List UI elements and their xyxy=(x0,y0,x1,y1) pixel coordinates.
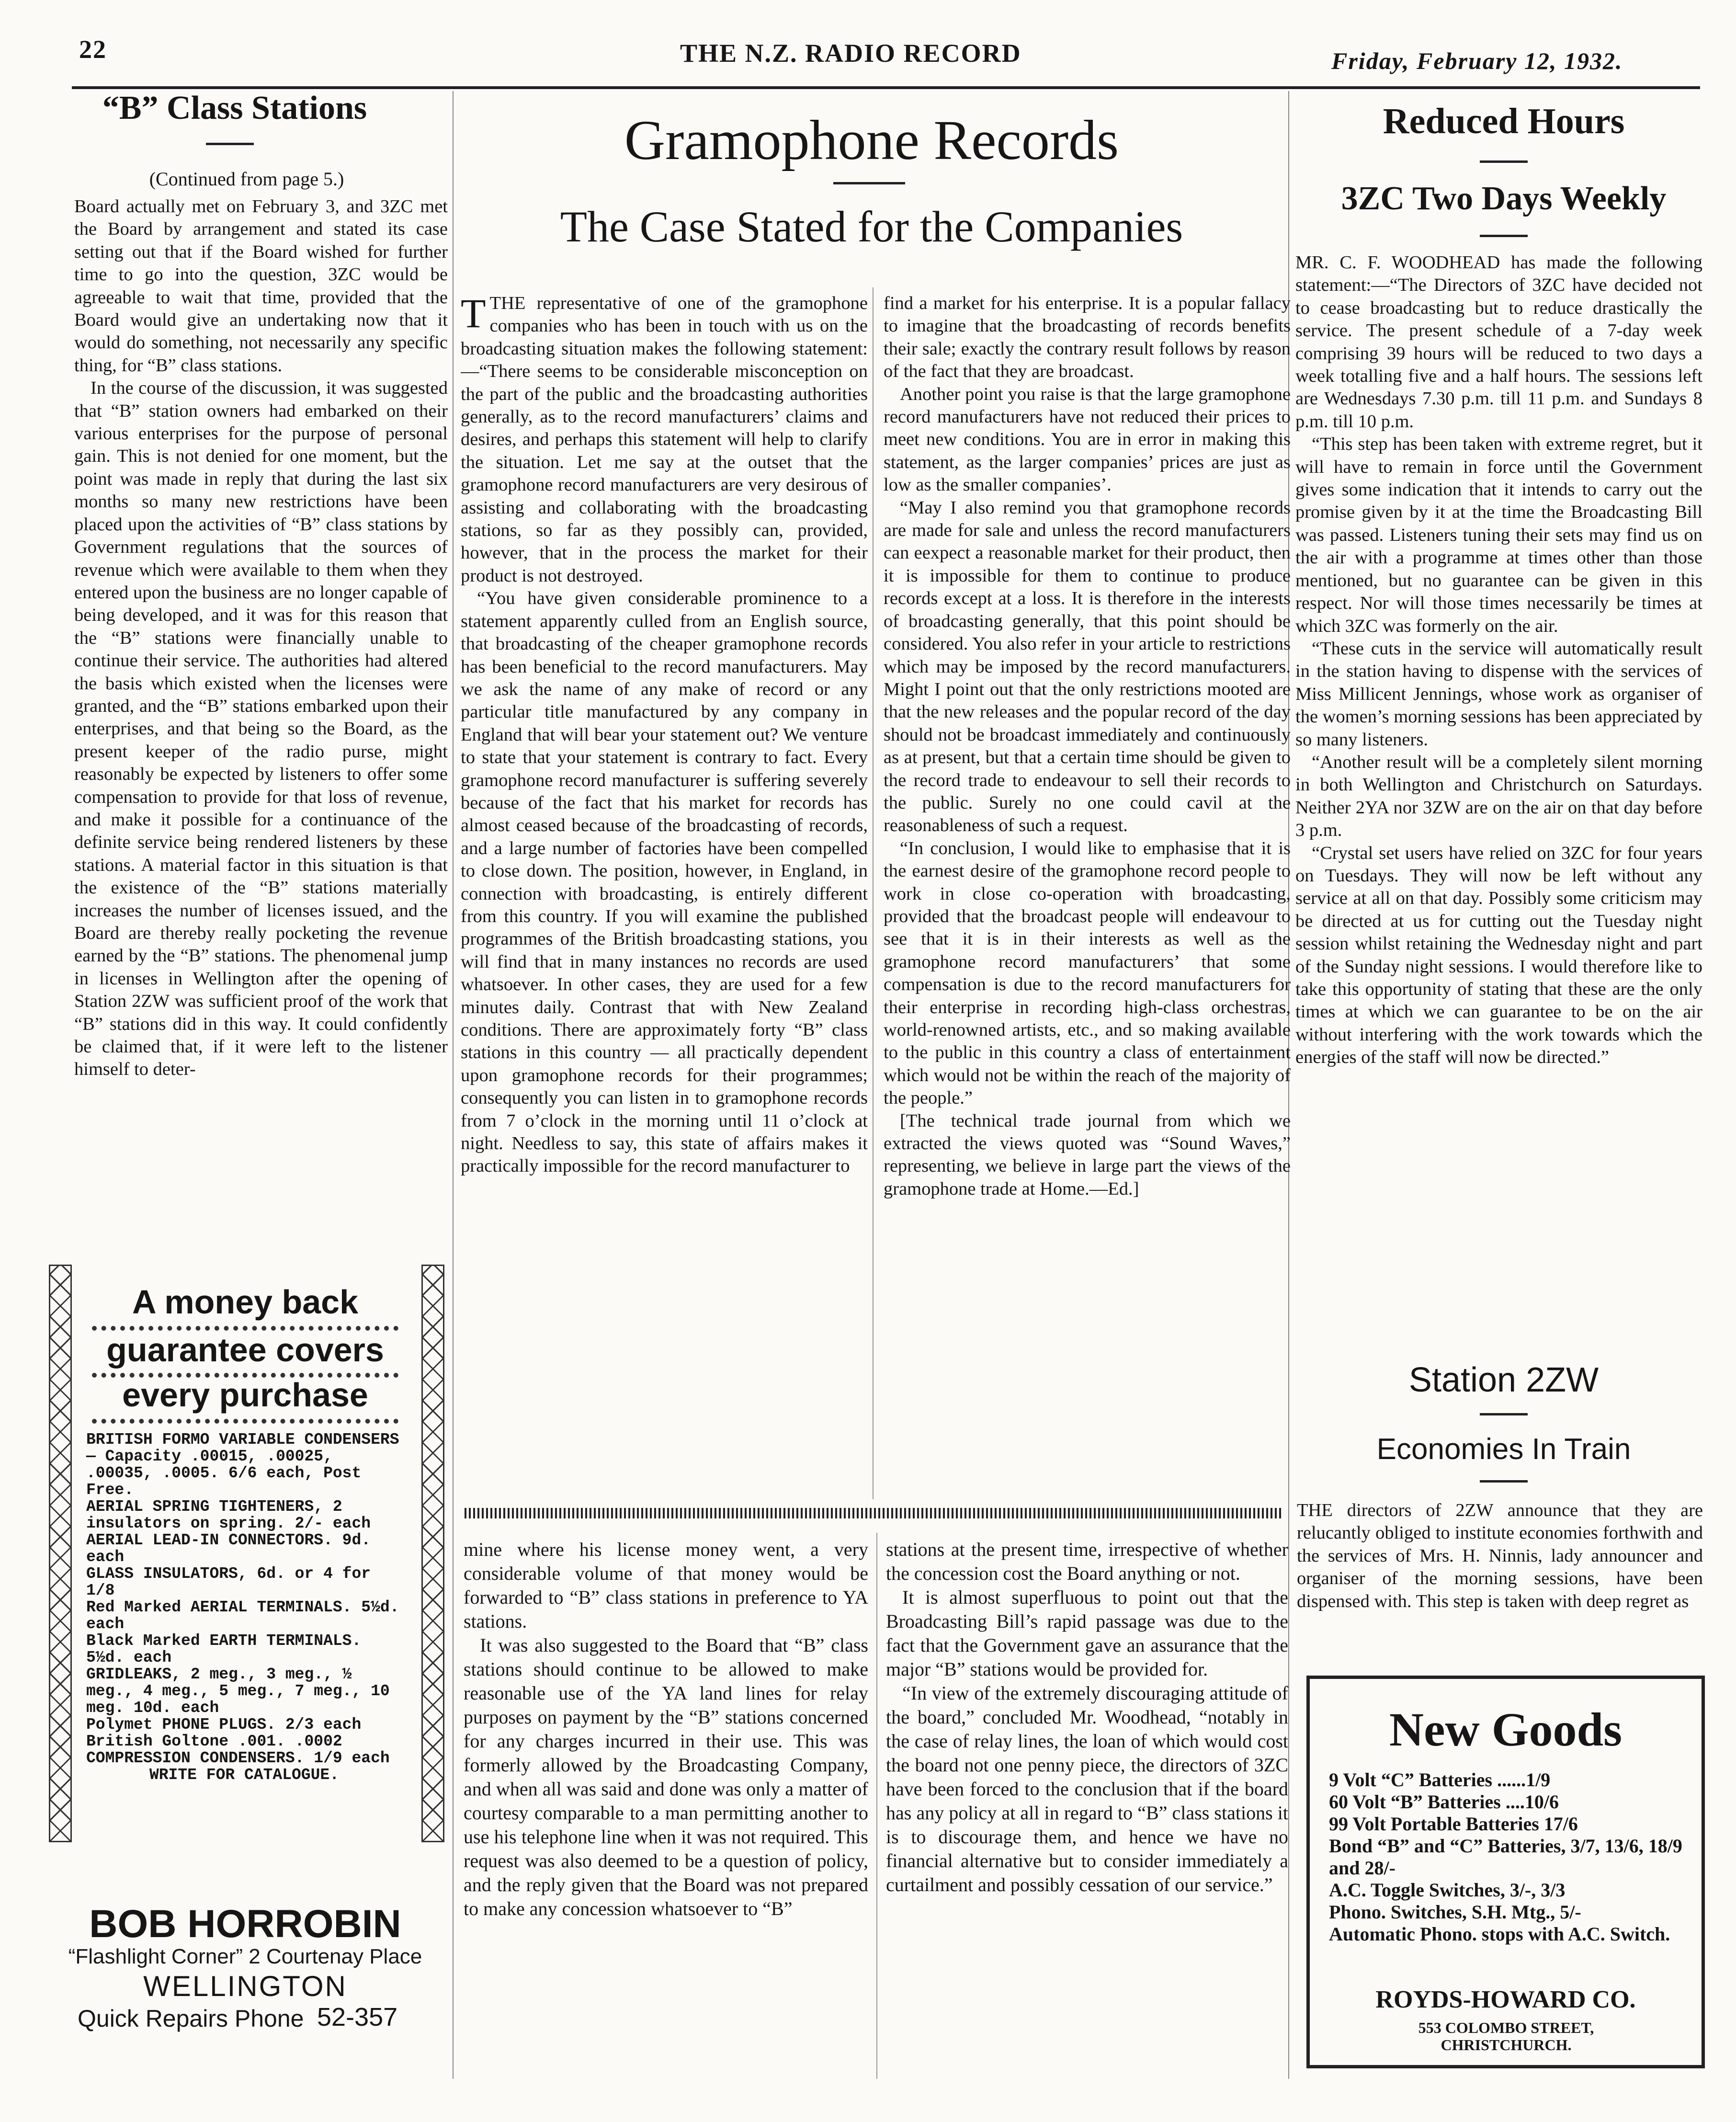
ad-item: GRIDLEAKS, 2 meg., 3 meg., ½ meg., 4 meg., 5 meg., 7 meg., 10 meg. 10d. each xyxy=(86,1666,390,1717)
station-2zw-para: THE directors of 2ZW announce that they are relucantly obliged to institute economies forthwith and the services of Mrs. H. Ninnis, lady announcer and organiser of the morning sessions, have been dispensed with. This step is taken with deep regret as xyxy=(1297,1500,1703,1611)
ad-headline-3: every purchase xyxy=(122,1376,368,1414)
royds-item: 99 Volt Portable Batteries 17/6 xyxy=(1329,1813,1578,1835)
ad-headline-1: A money back xyxy=(132,1283,359,1321)
royds-howard-ad xyxy=(1306,1676,1705,2068)
ad-headline-2: guarantee covers xyxy=(106,1331,384,1369)
cont-col-a xyxy=(464,1538,868,2084)
reduced-para-3: “These cuts in the service will automatically result in the station having to dispense with the services of Miss Millicent Jennings, whose work as organiser of the women’s morning sessions has been appreciated by so many listeners. xyxy=(1295,638,1702,750)
gramophone-para-1-text: THE representative of one of the gramophone companies who has been in touch with us on the broadcasting situation makes the following statement:—“There seems to be considerable misconception on the part of the public and the broadcasting authorities generally, as to the record manufacturers’ claims and desires, and perhaps this statement will help to clarify the situation. Let me say at the outset that the gramophone record manufacturers are very desirous of assisting and collaborating with the broadcasting stations, so far as they possibly can, provided, however, that in the process the market for their product is not destroyed. xyxy=(461,293,868,586)
reduced-para-2: “This step has been taken with extreme regret, but it will have to remain in force until the Government gives some indication that it intends to carry out the promise given by it at the time the Broadcasting Bill was passed. Listeners tuning their sets may find us on the air with a programme at times other than those mentioned, but no guarantee can be given in this respect. Nor will those times necessarily be times at which 3ZC was formerly on the air. xyxy=(1295,434,1702,636)
ad-item: AERIAL LEAD-IN CONNECTORS. 9d. each xyxy=(86,1531,371,1566)
b-class-title: “B” Class Stations xyxy=(102,90,367,126)
horrobin-ad xyxy=(49,1265,442,2032)
page-number: 22 xyxy=(79,35,107,64)
cont-b-para-2: It is almost superfluous to point out that the Broadcasting Bill’s rapid passage was due to the fact that the Government gave an assurance that the major “B” stations would be provided for. xyxy=(886,1586,1288,1680)
gramophone-b-para-2: Another point you raise is that the large gramophone record manufacturers have not reduced their prices to meet new conditions. You are in error in making this statement, as the larger companies’ prices are just as low as the smaller companies’. xyxy=(884,384,1291,495)
ad-item: BRITISH FORMO VARIABLE CONDENSERS— Capacity .00015, .00025, .00035, .0005. 6/6 each, Post Free. xyxy=(86,1431,399,1499)
column-rule-1 xyxy=(453,91,454,2079)
gramophone-b-para-4: “In conclusion, I would like to emphasise that it is the earnest desire of the gramophone record people to work in close co-operation with broadcasting, provided that the broadcast people will endeavour to see that it is in their interests as well as the gramophone record manufacturers’ that some compensation is due to the record manufacturers for their enterprise in recording high-class orchestras, world-renowned artists, etc., and so making available to the public in this country a class of entertainment which would not be within the reach of the majority of the people.” xyxy=(884,838,1291,1108)
royds-item: 9 Volt “C” Batteries ......1/9 xyxy=(1329,1769,1551,1791)
gramophone-subtitle: The Case Stated for the Companies xyxy=(560,202,1183,251)
reduced-title: Reduced Hours xyxy=(1383,101,1625,141)
gramophone-para-1 xyxy=(461,292,868,587)
b-class-body xyxy=(74,195,448,1252)
gramophone-dropcap: T xyxy=(461,292,486,336)
ad-phone-number: 52-357 xyxy=(317,2003,398,2031)
royds-address: 553 COLOMBO STREET, CHRISTCHURCH. xyxy=(1418,2019,1594,2054)
royds-item: 60 Volt “B” Batteries ....10/6 xyxy=(1329,1791,1559,1813)
ad-item: Red Marked AERIAL TERMINALS. 5½d. each xyxy=(86,1598,399,1633)
station-2zw-rule xyxy=(1480,1413,1528,1415)
ad-address: “Flashlight Corner” 2 Courtenay Place xyxy=(68,1945,422,1968)
ad-item: Black Marked EARTH TERMINALS. 5½d. each xyxy=(86,1632,362,1666)
gramophone-col-b xyxy=(884,292,1291,1499)
royds-item: Phono. Switches, S.H. Mtg., 5/- xyxy=(1329,1901,1581,1923)
royds-item: A.C. Toggle Switches, 3/-, 3/3 xyxy=(1329,1879,1566,1901)
ad-item: AERIAL SPRING TIGHTENERS, 2 insulators on spring. 2/- each xyxy=(86,1498,371,1532)
reduced-rule xyxy=(1480,160,1528,163)
reduced-para-4: “Another result will be a completely silent morning in both Wellington and Christchurch on Saturdays. Neither 2YA nor 3ZW are on the air on that day before 3 p.m. xyxy=(1295,752,1702,841)
b-class-para-1: Board actually met on February 3, and 3ZC met the Board by arrangement and stated its case setting out that if the Board wished for further time to go into the question, 3ZC would be agreeable to wait that time, provided that the Board would give an undertaking now that it would do something, not necessarily any specific thing, for “B” class stations. xyxy=(74,196,448,376)
royds-items xyxy=(1329,1769,1683,1945)
royds-company: ROYDS-HOWARD CO. xyxy=(1375,1986,1636,2013)
cont-a-para-2: It was also suggested to the Board that “B” class stations should continue to be allowed to make reasonable use of the YA land lines for relay purposes on payment by the “B” stations concerned for any charges incurred in their use. This was formerly allowed by the Broadcasting Company, and when all was said and done was only a matter of courtesy comparable to a man permitting another to use his telephone line when it was not required. This request was also deemed to be a question of policy, and the reply given that the Board was not prepared to make any concession whatsoever to “B” xyxy=(464,1634,868,1919)
ad-dotline-3 xyxy=(92,1419,398,1424)
cont-b-para-1: stations at the present time, irrespective of whether the concession cost the Board anything or not. xyxy=(886,1539,1288,1584)
station-2zw-title: Station 2ZW xyxy=(1408,1361,1599,1399)
reduced-body xyxy=(1295,251,1702,1344)
station-2zw-rule-2 xyxy=(1480,1480,1528,1483)
royds-item: Bond “B” and “C” Batteries, 3/7, 13/6, 18/9 and 28/- xyxy=(1329,1835,1682,1879)
section-divider xyxy=(465,1508,1283,1518)
gramophone-b-para-1: find a market for his enterprise. It is a popular fallacy to imagine that the broadcasting of records benefits their sale; exactly the contrary result follows by reason of the fact that they are broadcast. xyxy=(884,293,1291,382)
reduced-subtitle: 3ZC Two Days Weekly xyxy=(1341,180,1667,217)
gramophone-rule xyxy=(833,182,905,184)
ad-item: Polymet PHONE PLUGS. 2/3 each xyxy=(86,1716,362,1734)
gramophone-b-para-5: [The technical trade journal from which we extracted the views quoted was “Sound Waves,” representing, we believe in large part the views of the gramophone trade at Home.—Ed.] xyxy=(884,1110,1291,1199)
continued-note: (Continued from page 5.) xyxy=(149,168,344,190)
ad-phone-label: Quick Repairs Phone xyxy=(78,2005,304,2032)
gramophone-inner-rule xyxy=(873,287,874,1499)
gramophone-para-2: “You have given considerable prominence to a statement apparently culled from an English source, that broadcasting of the cheaper gramophone records has been beneficial to the record manufacturers. May we ask the name of any make of record or any particular title manufactured by any company in England that will bear your statement out? We venture to state that your statement is contrary to fact. Every gramophone record manufacturer is suffering severely because of the fact that his market for records has almost ceased because of the broadcasting of records, and a large number of factories have been compelled to close down. The position, however, in England, in connection with broadcasting, is entirely different from this country. If you will examine the published programmes of the British broadcasting stations, you will find that in many instances no records are used whatsoever. In other cases, they are used for a few minutes daily. Contrast that with New Zealand conditions. There are approximately forty “B” class stations in this country — all practically dependent upon gramophone records for their programmes; consequently you can listen in to gramophone records from 7 o’clock in the morning until 11 o’clock at night. Needless to say, this state of affairs makes it practically impossible for the record manufacturer to xyxy=(461,588,868,1176)
ad-lattice-left xyxy=(49,1265,72,1842)
issue-date: Friday, February 12, 1932. xyxy=(1331,47,1623,74)
reduced-para-1: MR. C. F. WOODHEAD has made the following statement:—“The Directors of 3ZC have decided not to cease broadcasting but to reduce drastically the service. The present schedule of a 7-day week comprising 39 hours will be reduced to two days a week totalling five and a half hours. The sessions left are Wednesdays 7.30 p.m. till 11 p.m. and Sundays 8 p.m. till 10 p.m. xyxy=(1295,252,1702,432)
cont-inner-rule xyxy=(876,1533,877,2079)
royds-headline: New Goods xyxy=(1389,1703,1623,1756)
ad-city: WELLINGTON xyxy=(143,1970,347,2002)
ad-items xyxy=(86,1431,402,1783)
royds-item: Automatic Phono. stops with A.C. Switch. xyxy=(1329,1923,1670,1945)
ad-lattice-right xyxy=(421,1265,444,1842)
cont-col-b xyxy=(886,1538,1288,2084)
ad-item: British Goltone .001. .0002 COMPRESSION CONDENSERS. 1/9 each xyxy=(86,1733,390,1767)
reduced-rule-2 xyxy=(1480,235,1528,237)
station-2zw-body xyxy=(1297,1499,1703,1662)
b-class-rule xyxy=(206,143,254,145)
b-class-para-2: In the course of the discussion, it was suggested that “B” station owners had embarked on their various enterprises for the purpose of personal gain. This is not denied for one moment, but the point was made in reply that during the last six months so many new restrictions have been placed upon the activities of “B” class stations by Government regulations that the sources of revenue which were available to them when they entered upon the business are no longer capable of being developed, and it was for this reason that the “B” stations were financially unable to continue their service. The authorities had altered the basis which existed when the licenses were granted, and the “B” stations embarked upon their enterprises, and that being so the Board, as the present keeper of the radio purse, might reasonably be expected by listeners to offer some compensation to provide for that loss of revenue, and make it possible for a continuance of the definite service being rendered listeners by these stations. A material factor in this situation is that the existence of the “B” stations materially increases the number of licenses issued, and the Board are thereby really pocketing the revenue earned by the “B” stations. The phenomenal jump in licenses in Wellington after the opening of Station 2ZW was sufficient proof of the work that “B” stations did in this way. It could confidently be claimed that, if it were left to the listener himself to deter- xyxy=(74,378,448,1080)
cont-b-para-3: “In view of the extremely discouraging attitude of the board,” concluded Mr. Woodhead, “notably in the case of relay lines, the loan of which would cost the board not one penny piece, the directors of 3ZC have been forced to the conclusion that if the board has any policy at all in regard to “B” class stations it is to discourage them, and hence we have no financial alternative but to consider immediately a curtailment and possibly cessation of our service.” xyxy=(886,1682,1288,1895)
gramophone-col-a xyxy=(461,292,868,1499)
gramophone-b-para-3: “May I also remind you that gramophone records are made for sale and unless the record manufacturers can eexpect a reasonable market for their product, then it is impossible for them to continue to produce records except at a loss. It is therefore in the interests of broadcasting generally, that this point should be considered. You also refer in your article to restrictions which may be imposed by the record manufacturers. Might I point out that the only restrictions mooted are that the new releases and the popular record of the day should not be broadcast immediately and continuously as at present, but that a certain time should be given to the record trade to endeavour to sell their records to the public. Surely no one could cavil at the reasonableness of such a request. xyxy=(884,497,1291,836)
ad-name: BOB HORROBIN xyxy=(89,1902,401,1946)
ad-dotline-1 xyxy=(92,1326,398,1331)
cont-a-para-1: mine where his license money went, a very considerable volume of that money would be forwarded to “B” class stations in preference to YA stations. xyxy=(464,1539,868,1632)
publication-title: THE N.Z. RADIO RECORD xyxy=(680,39,1021,68)
ad-write-for: WRITE FOR CATALOGUE. xyxy=(149,1766,340,1784)
gramophone-title: Gramophone Records xyxy=(624,109,1119,171)
station-2zw-subtitle: Economies In Train xyxy=(1376,1433,1631,1466)
reduced-para-5: “Crystal set users have relied on 3ZC for four years on Tuesdays. They will now be left without any service at all on that day. Possibly some criticism may be directed at us for cutting out the Tuesday night session whilst retaining the Wednesday night and part of the Sunday night sessions. I would therefore like to take this opportunity of stating that these are the only times at which we can guarantee to be on the air without interfering with the work towards which the energies of the staff will now be directed.” xyxy=(1295,843,1702,1068)
ad-item: GLASS INSULATORS, 6d. or 4 for 1/8 xyxy=(86,1565,371,1599)
